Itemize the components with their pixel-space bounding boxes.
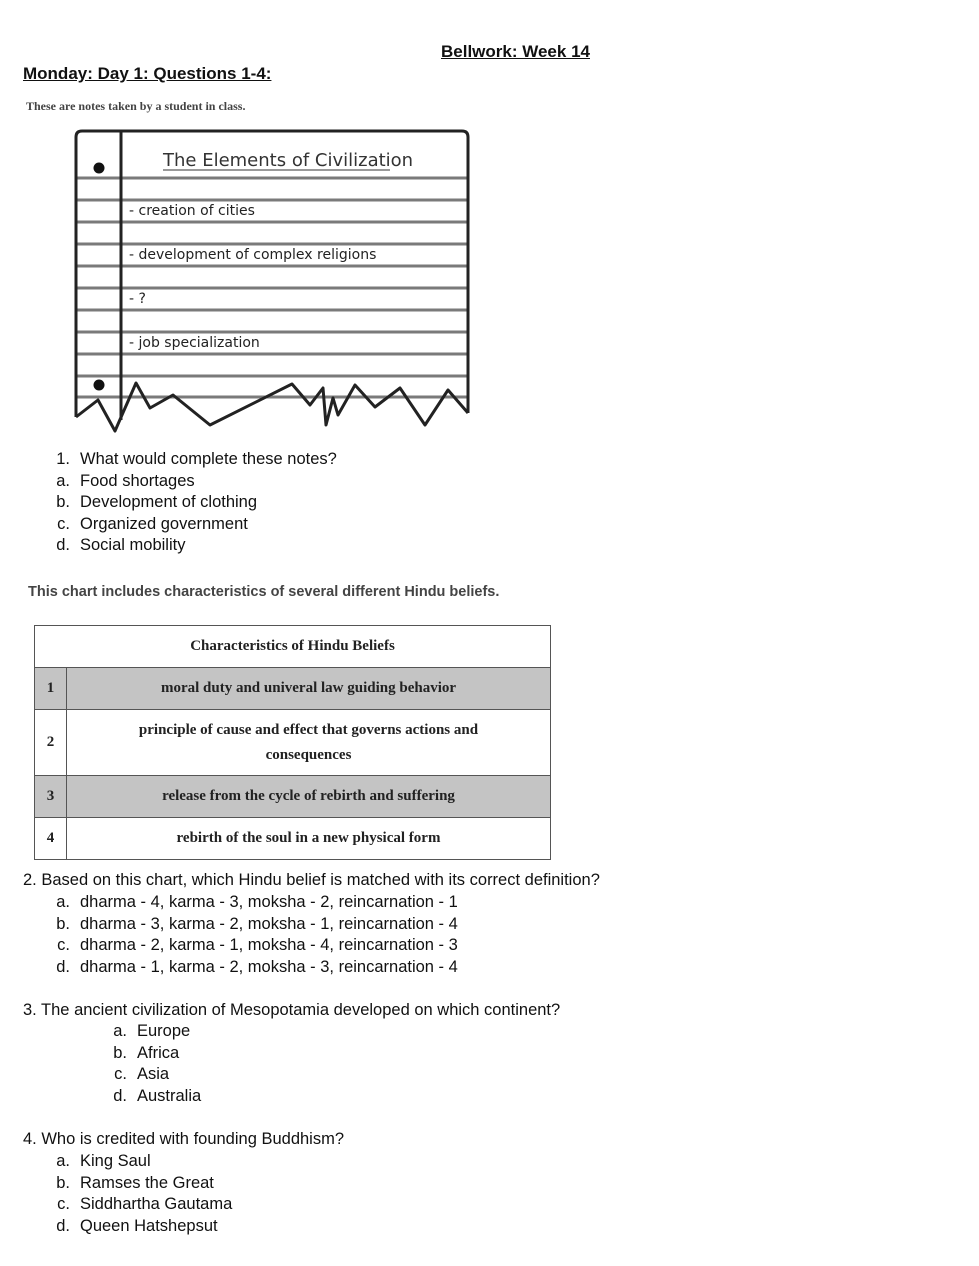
question-1 [52, 449, 472, 557]
option-text: dharma - 4, karma - 3, moksha - 2, reincarnation - 1 [80, 893, 458, 911]
option-text: dharma - 3, karma - 2, moksha - 1, reincarnation - 4 [80, 914, 458, 933]
option-letter: a. [56, 1152, 70, 1170]
question-3-options [109, 1021, 409, 1107]
option-letter: b. [56, 493, 70, 512]
option-letter: b. [56, 1173, 70, 1192]
option-text: Queen Hatshepsut [80, 1216, 218, 1235]
answer-option [52, 535, 472, 557]
answer-option [52, 914, 532, 936]
answer-option [109, 1086, 409, 1108]
option-text: Australia [137, 1086, 202, 1105]
notes-item: - creation of cities [129, 203, 255, 219]
option-letter: c. [114, 1065, 127, 1084]
option-letter: a. [113, 1022, 127, 1040]
day-heading: Monday: Day 1: Questions 1-4: [23, 64, 272, 83]
notes-figure [70, 125, 474, 437]
answer-option [52, 957, 532, 979]
row-number: 2 [35, 710, 67, 776]
answer-option [52, 1151, 352, 1173]
option-text: Siddhartha Gautama [80, 1195, 233, 1214]
notes-heading: The Elements of Civilization [163, 150, 414, 171]
option-text: Africa [137, 1043, 180, 1062]
option-text: Europe [137, 1022, 191, 1040]
option-text: Asia [137, 1065, 170, 1084]
notes-item: - development of complex religions [129, 247, 377, 263]
option-letter: d. [56, 1216, 70, 1235]
notes-item: - ? [129, 291, 146, 307]
answer-option [109, 1043, 409, 1065]
answer-option [52, 492, 472, 514]
answer-option [109, 1021, 409, 1043]
question-1-stem [52, 449, 472, 471]
answer-option [52, 1173, 352, 1195]
option-text: King Saul [80, 1152, 151, 1170]
option-letter: b. [113, 1043, 127, 1062]
question-4-options [52, 1151, 352, 1237]
option-letter: c. [57, 936, 70, 955]
option-letter: a. [56, 893, 70, 911]
row-text: rebirth of the soul in a new physical form [67, 818, 551, 860]
option-letter: c. [57, 514, 70, 533]
binder-hole-bottom [94, 380, 105, 391]
hindu-beliefs-table [34, 625, 551, 860]
option-letter: d. [56, 536, 70, 555]
row-number: 1 [35, 668, 67, 710]
row-number: 3 [35, 776, 67, 818]
answer-option [52, 892, 532, 914]
row-text: release from the cycle of rebirth and suffering [67, 776, 551, 818]
chart-caption: This chart includes characteristics of several different Hindu beliefs. [28, 584, 500, 600]
answer-option [52, 1194, 352, 1216]
table-row [35, 668, 551, 710]
table-header: Characteristics of Hindu Beliefs [35, 626, 551, 668]
question-3-stem: 3. The ancient civilization of Mesopotamia developed on which continent? [23, 1001, 561, 1019]
binder-hole-top [94, 163, 105, 174]
answer-option [52, 514, 472, 536]
question-2-options [52, 892, 532, 978]
answer-option [52, 935, 532, 957]
question-2-stem: 2. Based on this chart, which Hindu belief is matched with its correct definition? [23, 871, 600, 889]
answer-option [109, 1064, 409, 1086]
question-number: 1. [56, 450, 70, 468]
option-letter: d. [113, 1086, 127, 1105]
row-text: principle of cause and effect that governs actions and consequences [67, 710, 551, 776]
table-row [35, 776, 551, 818]
option-text: dharma - 1, karma - 2, moksha - 3, reincarnation - 4 [80, 957, 458, 976]
table-row [35, 710, 551, 776]
notes-item: - job specialization [129, 335, 260, 351]
question-4-stem: 4. Who is credited with founding Buddhism? [23, 1130, 345, 1148]
option-letter: d. [56, 957, 70, 976]
option-letter: b. [56, 914, 70, 933]
option-text: Food shortages [80, 471, 195, 490]
row-text: moral duty and univeral law guiding behavior [67, 668, 551, 710]
table-header-row [35, 626, 551, 668]
option-letter: a. [56, 471, 70, 490]
table-row [35, 818, 551, 860]
notes-caption: These are notes taken by a student in class. [26, 99, 246, 113]
option-text: Ramses the Great [80, 1173, 214, 1192]
option-text: dharma - 2, karma - 1, moksha - 4, reincarnation - 3 [80, 936, 458, 955]
option-letter: c. [57, 1195, 70, 1214]
option-text: Social mobility [80, 536, 186, 555]
option-text: Organized government [80, 514, 248, 533]
question-text: What would complete these notes? [80, 450, 337, 468]
page-title: Bellwork: Week 14 [441, 42, 590, 61]
answer-option [52, 471, 472, 493]
answer-option [52, 1216, 352, 1238]
row-number: 4 [35, 818, 67, 860]
option-text: Development of clothing [80, 493, 258, 512]
